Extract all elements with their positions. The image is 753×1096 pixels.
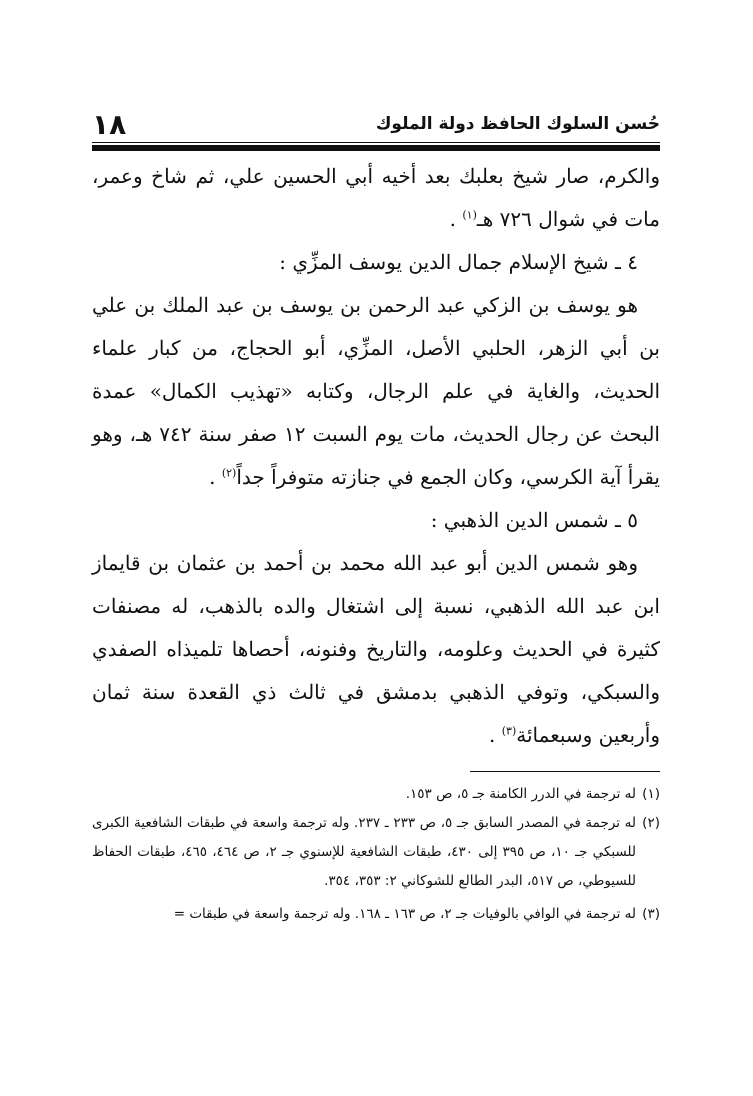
footnote-text: له ترجمة في الوافي بالوفيات جـ ٢، ص ١٦٣ ـ ١٦٨. وله ترجمة واسعة في طبقات =: [173, 906, 636, 922]
book-page: [92, 100, 660, 929]
paragraph-4-end: .: [209, 465, 222, 489]
footnote-ref-2[interactable]: (٢): [221, 466, 237, 480]
footnote-2: [92, 809, 660, 896]
paragraph-1: [92, 155, 660, 241]
footnote-3: [92, 900, 660, 929]
footnote-number: (٢): [642, 815, 660, 831]
paragraph-1-end: .: [449, 207, 463, 231]
footnote-text: له ترجمة في الدرر الكامنة جـ ٥، ص ١٥٣.: [405, 786, 636, 802]
footnote-ref-3[interactable]: (٣): [501, 724, 517, 738]
page-number: ١٨: [92, 108, 127, 141]
main-text: [92, 155, 660, 757]
paragraph-5-end: .: [489, 723, 502, 747]
footnote-separator: [470, 771, 660, 772]
paragraph-5: [92, 542, 660, 757]
paragraph-1-text: والكرم، صار شيخ بعلبك بعد أخيه أبي الحسين علي، ثم شاخ وعمر، مات في شوال ٧٢٦ هـ: [92, 164, 660, 231]
footnotes: [92, 780, 660, 929]
section-heading-5: ٥ ـ شمس الدين الذهبي :: [430, 508, 638, 532]
footnote-ref-1[interactable]: (١): [462, 208, 477, 222]
page-header: [92, 100, 660, 140]
paragraph-4-text: هو يوسف بن الزكي عبد الرحمن بن يوسف بن عبد الملك بن علي بن أبي الزهر، الحلبي الأصل، المزِّي، أبو الحجاج، من كبار علماء الحديث، والغاية في علم الرجال، وكتابه «تهذيب الكمال» عمدة البحث عن رجال الحديث، مات يوم السبت ١٢ صفر سنة ٧٤٢ هـ، وهو يقرأ آية الكرسي، وكان الجمع في جنازته متوفراً جداً: [92, 293, 660, 489]
footnote-1: [92, 780, 660, 809]
footnote-text: له ترجمة في المصدر السابق جـ ٥، ص ٢٣٣ ـ ٢٣٧. وله ترجمة واسعة في طبقات الشافعية الكبرى للسبكي جـ ١٠، ص ٣٩٥ إلى ٤٣٠، طبقات الشافعية للإسنوي جـ ٢، ص ٤٦٤، ٤٦٥، طبقات الحفاظ للسيوطي، ص ٥١٧، البدر الطالع للشوكاني ٢: ٣٥٣، ٣٥٤.: [92, 815, 637, 889]
footnote-number: (٣): [642, 906, 660, 922]
paragraph-5-text: وهو شمس الدين أبو عبد الله محمد بن أحمد بن عثمان بن قايماز ابن عبد الله الذهبي، نسبة إلى اشتغال والده بالذهب، له مصنفات كثيرة في الحديث وعلومه، والتاريخ وفنونه، أحصاها تلميذاه الصفدي والسبكي، وتوفي الذهبي بدمشق في ثالث ذي القعدة سنة ثمان وأربعين وسبعمائة: [92, 551, 660, 747]
header-rule-thick: [92, 145, 660, 151]
section-heading-4: ٤ ـ شيخ الإسلام جمال الدين يوسف المزِّي :: [279, 250, 638, 274]
header-rule-thin: [92, 142, 660, 143]
running-title: حُسن السلوك الحافظ دولة الملوك: [375, 114, 660, 134]
paragraph-4: [92, 284, 660, 499]
footnote-number: (١): [642, 786, 660, 802]
